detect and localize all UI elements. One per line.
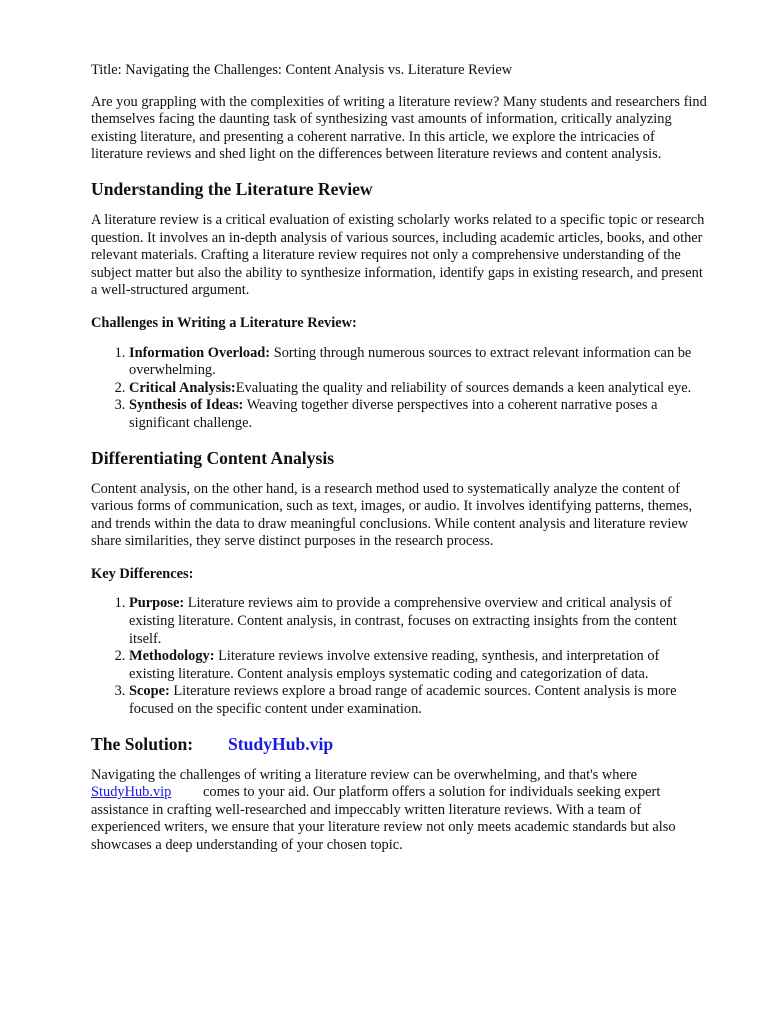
key-differences-list	[91, 595, 708, 718]
challenges-subheading: Challenges in Writing a Literature Review:	[91, 314, 357, 331]
list-item-text: Weaving together diverse perspectives into a coherent narrative poses a significant challenge.	[129, 397, 658, 431]
list-item-term: Methodology:	[129, 648, 215, 665]
challenges-list	[91, 345, 708, 433]
studyhub-heading-link[interactable]: StudyHub.vip	[228, 733, 334, 754]
studyhub-inline-link[interactable]: StudyHub.vip	[91, 784, 172, 801]
list-item-text: Sorting through numerous sources to extract relevant information can be overwhelming.	[129, 344, 692, 379]
list-item-term: Scope:	[129, 683, 170, 700]
list-item	[129, 380, 708, 398]
list-item	[129, 345, 708, 380]
list-item-term: Synthesis of Ideas:	[129, 397, 244, 414]
list-item	[129, 397, 708, 432]
solution-label: The Solution:	[91, 733, 194, 754]
intro-paragraph: Are you grappling with the complexities of writing a literature review? Many students and researchers find themselves facing the daunting task of synthesizing vast amounts of information, critically analyzing existing literature, and presenting a coherent narrative. In this article, we explore the intricacies of literature reviews and shed light on the differences between literature reviews and content analysis.	[91, 93, 707, 163]
list-item-text: Literature reviews involve extensive reading, synthesis, and interpretation of existing literature. Content analysis employs systematic coding and categorization of data.	[129, 648, 660, 682]
list-item	[129, 595, 708, 648]
list-item-text: Literature reviews explore a broad range of academic sources. Content analysis is more focused on the specific content under examination.	[129, 683, 677, 718]
solution-text-before: Navigating the challenges of writing a literature review can be overwhelming, and that's where	[91, 766, 638, 783]
list-item-term: Purpose:	[129, 595, 185, 612]
list-item-text: Evaluating the quality and reliability of sources demands a keen analytical eye.	[235, 379, 692, 396]
section-heading-content-analysis: Differentiating Content Analysis	[91, 447, 335, 468]
content-analysis-paragraph: Content analysis, on the other hand, is a research method used to systematically analyze the content of various forms of communication, such as text, images, or audio. It involves identifying patterns, themes, and trends within the data to draw meaningful conclusions. While content analysis and literature review share similarities, they serve distinct purposes in the research process.	[91, 480, 693, 550]
section-heading-solution	[91, 733, 708, 755]
literature-review-paragraph: A literature review is a critical evaluation of existing scholarly works related to a specific topic or research question. It involves an in-depth analysis of various sources, including academic articles, books, and other relevant materials. Crafting a literature review requires not only a comprehensive understanding of the subject matter but also the ability to synthesize information, identify gaps in existing research, and present a well-structured argument.	[91, 211, 705, 299]
key-differences-subheading: Key Differences:	[91, 565, 194, 582]
section-heading-literature-review: Understanding the Literature Review	[91, 178, 373, 199]
solution-text-after: comes to your aid. Our platform offers a solution for individuals seeking expert assistance in crafting well-researched and impeccably written literature reviews. With a team of experienced writers, we ensure that your literature review not only meets academic standards but also showcases a deep understanding of your chosen topic.	[91, 784, 676, 853]
solution-paragraph	[91, 767, 708, 855]
list-item	[129, 683, 708, 718]
list-item	[129, 648, 708, 683]
document-title-line: Title: Navigating the Challenges: Content Analysis vs. Literature Review	[91, 62, 513, 78]
list-item-term: Information Overload:	[129, 344, 271, 361]
list-item-text: Literature reviews aim to provide a comprehensive overview and critical analysis of existing literature. Content analysis, in contrast, focuses on extracting insights from the content itself.	[129, 595, 677, 647]
list-item-term: Critical Analysis:	[129, 379, 236, 396]
